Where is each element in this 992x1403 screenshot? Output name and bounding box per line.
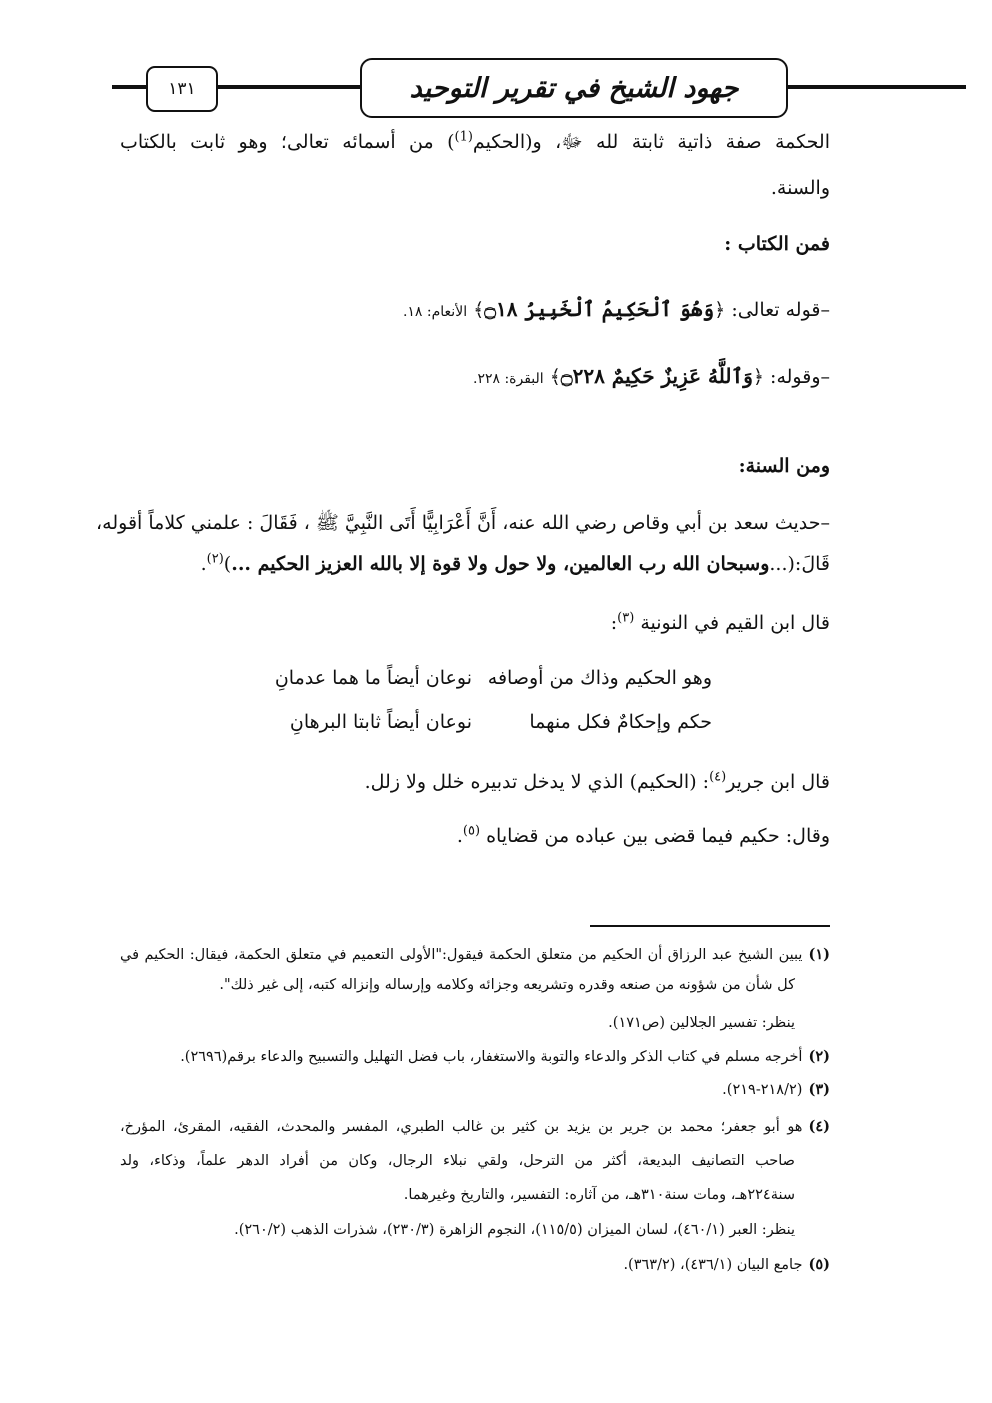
verse-2-close: ﴾ xyxy=(549,366,561,388)
ibn-qayyim-line xyxy=(120,609,830,637)
hadith-line-2-end: ) xyxy=(223,553,232,575)
footnote-3 xyxy=(120,1077,830,1103)
ibn-qayyim-colon: : xyxy=(610,612,618,634)
footnote-marker: (1) xyxy=(454,129,473,145)
running-title: جهود الشيخ في تقرير التوحيد xyxy=(360,58,788,118)
poem-line-1-first-hemistich: وهو الحكيم وذاك من أوصافه xyxy=(487,667,712,689)
hadith-line-2-lead: قَالَ:(... xyxy=(769,553,830,575)
footnote-1-line-1: يبين الشيخ عبد الرزاق أن الحكيم من متعلق الحكمة فيقول:"الأولى التعميم في متعلق الحكمة، فيقال: الحكيم في xyxy=(120,947,803,963)
ibn-jarir-text: : (الحكيم) الذي لا يدخل تدبيره خلل ولا زلل. xyxy=(364,771,710,793)
ibn-jarir-lead: قال ابن جرير xyxy=(726,771,830,793)
footnote-1-line-2: كل شأن من شؤونه من صنعه وقدره وتشريعه وجزائه وكلامه وإرساله وإنزاله كتبه، إلى غير ذلك". xyxy=(219,977,795,993)
ibn-qayyim-text: قال ابن القيم في النونية xyxy=(640,612,830,634)
footnote-2-line-1: أخرجه مسلم في كتاب الذكر والدعاء والتوبة والاستغفار، باب فضل التهليل والتسبيح والدعاء برقم(٢٦٩٦). xyxy=(180,1049,803,1065)
footnote-3-line-1: (٢١٨/٢-٢١٩). xyxy=(722,1082,803,1098)
hadith-line-2-dot: . xyxy=(200,553,207,575)
footnote-4 xyxy=(120,1114,830,1140)
qala-line xyxy=(120,822,830,850)
footnote-1-line-3: ينظر: تفسير الجلالين (ص١٧١). xyxy=(608,1015,795,1031)
page-number: ١٣١ xyxy=(146,66,218,112)
verse-1-close: ﴾ xyxy=(473,299,485,321)
poem-line-2-second-hemistich: نوعان أيضاً ثابتا البرهانِ xyxy=(289,711,472,733)
footnote-number: (٣) xyxy=(808,1081,830,1098)
hadith-line-2 xyxy=(120,550,830,578)
poem-line-1-second-hemistich: نوعان أيضاً ما هما عدمانِ xyxy=(274,667,472,689)
verse-2-text: وَٱللَّهُ عَزِيزٌ حَكِيمٌ ۝٢٢٨ xyxy=(560,364,753,388)
header-rule-right xyxy=(784,85,966,89)
footnote-1 xyxy=(120,942,830,968)
sunnah-heading: ومن السنة: xyxy=(738,455,830,477)
poem-line-2-first-hemistich: حكم وإحكامٌ فكل منهما xyxy=(529,711,712,733)
footnote-4-line-4: ينظر: العبر (٤٦٠/١)، لسان الميزان (١١٥/٥)، النجوم الزاهرة (٢٣٠/٣)، شذرات الذهب (٢٦٠/٢). xyxy=(234,1222,795,1238)
verse-2 xyxy=(120,362,830,393)
footnote-4-line-3: سنة٢٢٤هـ، ومات سنة٣١٠هـ، من آثاره: التفسير، والتاريخ وغيرهما. xyxy=(403,1187,795,1203)
footnote-separator xyxy=(590,925,830,927)
verse-1 xyxy=(120,295,830,326)
qala-text: وقال: حكيم فيما قضى بين عباده من قضاياه xyxy=(486,825,830,847)
ibn-jarir-line xyxy=(120,768,830,796)
footnote-marker: (٤) xyxy=(709,769,727,785)
hadith-line-1: –حديث سعد بن أبي وقاص رضي الله عنه، أَنَّ أَعْرَابِيًّا أَتَى النَّبِيَّ ﷺ ، فَقَالَ : علمني كلاماً أقوله، xyxy=(96,512,830,534)
verse-1-reference: الأنعام: ١٨. xyxy=(402,304,468,320)
footnote-number: (٥) xyxy=(808,1256,830,1273)
intro-line-2: والسنة. xyxy=(770,177,830,199)
intro-text: الحكمة صفة ذاتية ثابتة لله ﷻ، و(الحكيم xyxy=(472,131,830,153)
footnote-marker: (٣) xyxy=(617,610,635,626)
footnote-4-line-1: هو أبو جعفر؛ محمد بن جرير بن يزيد بن كثير بن غالب الطبري، المفسر والمحدث، الفقيه، المقرئ، المؤرخ، xyxy=(120,1119,803,1135)
footnote-marker: (٥) xyxy=(462,823,481,839)
hadith-quote: وسبحان الله رب العالمين، ولا حول ولا قوة إلا بالله العزيز الحكيم ... xyxy=(231,553,770,575)
book-heading: فمن الكتاب : xyxy=(724,233,830,255)
footnote-5 xyxy=(120,1252,830,1278)
verse-1-lead: –قوله تعالى: ﴿ xyxy=(714,299,830,321)
intro-text-end: ) من أسمائه تعالى؛ وهو ثابت بالكتاب xyxy=(120,131,455,153)
footnote-number: (١) xyxy=(808,946,830,963)
qala-dot: . xyxy=(456,825,463,847)
footnote-marker: (٢) xyxy=(206,551,224,567)
intro-line-1 xyxy=(120,128,830,156)
footnote-2 xyxy=(120,1044,830,1070)
footnote-number: (٤) xyxy=(808,1118,830,1135)
verse-2-lead: –وقوله: ﴿ xyxy=(752,366,830,388)
footnote-4-line-2: صاحب التصانيف البديعة، أكثر من الترحل، ولقي نبلاء الرجال، وكان من أفراد الدهر علماً، وذكاء، ولد xyxy=(120,1153,795,1169)
footnote-5-line-1: جامع البيان (٤٣٦/١)، (٣٦٣/٢). xyxy=(623,1257,803,1273)
verse-1-text: وَهُوَ ٱلْحَكِيمُ ٱلْخَبِيرُ ۝١٨ xyxy=(484,297,715,321)
verse-2-reference: البقرة: ٢٢٨. xyxy=(472,371,544,387)
footnote-number: (٢) xyxy=(808,1048,830,1065)
